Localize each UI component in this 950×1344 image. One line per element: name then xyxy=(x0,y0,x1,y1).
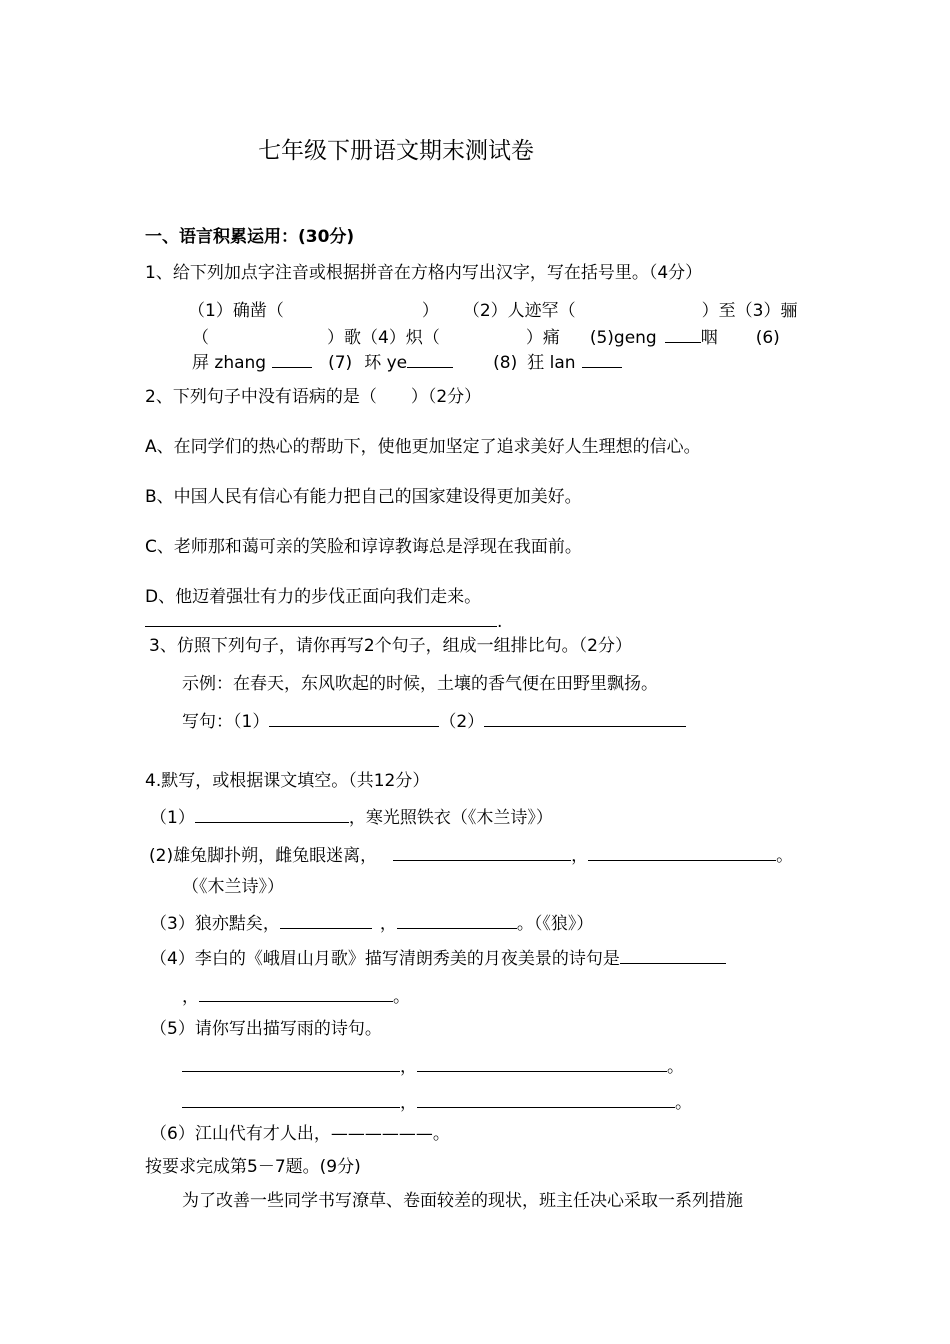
q2-option-d: D、他迈着强壮有力的步伐正面向我们走来。 xyxy=(145,587,482,607)
q4-l4-period: 。 xyxy=(393,987,410,1007)
q1-item5: (5)geng xyxy=(589,328,657,348)
answer-blank[interactable] xyxy=(195,805,349,823)
q4-l1-num: （1） xyxy=(150,808,195,828)
q1-item2-3: ）至（3）骊 xyxy=(701,301,798,321)
q4-line2 xyxy=(149,843,793,867)
q4-l2-period: 。 xyxy=(776,846,794,866)
answer-blank[interactable] xyxy=(280,911,372,929)
q4-l3-comma: ， xyxy=(379,914,397,934)
answer-blank[interactable] xyxy=(407,350,453,368)
q1-item8-num: (8) xyxy=(493,353,518,373)
q1-item6: 屏 zhang xyxy=(192,353,267,373)
q4-l5-period: 。 xyxy=(675,1093,692,1113)
answer-blank[interactable] xyxy=(397,911,517,929)
q1-item1: （1）确凿（ xyxy=(188,301,284,321)
q4-stem: 4.默写，或根据课文填空。（共12分） xyxy=(145,771,430,791)
answer-blank[interactable] xyxy=(199,984,393,1002)
q4-line6: （6）江山代有才人出，——————。 xyxy=(150,1124,450,1144)
q1-stem: 1、给下列加点字注音或根据拼音在方格内写出汉字，写在括号里。（4分） xyxy=(145,263,703,283)
q4-l2-source: （《木兰诗》） xyxy=(182,877,284,897)
answer-blank[interactable] xyxy=(182,1054,400,1072)
answer-blank[interactable] xyxy=(588,843,776,861)
answer-blank[interactable] xyxy=(620,946,726,964)
q1-item8: 狂 lan xyxy=(527,353,576,373)
q2-stem: 2、下列句子中没有语病的是（ ）（2分） xyxy=(145,387,482,407)
divider-rule xyxy=(145,626,497,627)
q4-l4-text: （4）李白的《峨眉山月歌》描写清朗秀美的月夜美景的诗句是 xyxy=(150,949,620,969)
q4-l4-comma: ， xyxy=(182,987,199,1007)
q1-item4: ）歌（4）炽（ xyxy=(327,328,440,348)
q1-item1-close: ） xyxy=(421,301,439,321)
answer-blank[interactable] xyxy=(582,350,622,368)
q57-paragraph: 为了改善一些同学书写潦草、卷面较差的现状，班主任决心采取一系列措施 xyxy=(182,1191,743,1211)
q4-line4 xyxy=(150,946,726,970)
q4-line1 xyxy=(150,805,553,829)
q1-row1 xyxy=(188,300,797,322)
divider-period: . xyxy=(497,612,503,632)
q4-line3 xyxy=(150,911,593,935)
q1-item4-close: ）痛 xyxy=(525,328,560,348)
q1-item7: 环 ye xyxy=(364,353,408,373)
answer-blank[interactable] xyxy=(272,350,312,368)
q4-l5-comma: ， xyxy=(400,1093,417,1113)
q3-write-line xyxy=(182,709,686,733)
q4-l5-period: 。 xyxy=(667,1057,684,1077)
q1-row2 xyxy=(192,325,780,349)
answer-blank[interactable] xyxy=(417,1054,667,1072)
q3-example: 示例：在春天，东风吹起的时候，土壤的香气便在田野里飘扬。 xyxy=(182,674,658,694)
q2-option-c: C、老师那和蔼可亲的笑脸和谆谆教诲总是浮现在我面前。 xyxy=(145,537,582,557)
q2-option-a: A、在同学们的热心的帮助下，使他更加坚定了追求美好人生理想的信心。 xyxy=(145,437,701,457)
q1-item5-char: 咽 xyxy=(700,328,718,348)
q1-row2-open: （ xyxy=(192,328,209,348)
q4-line4-cont xyxy=(182,984,410,1008)
q4-line5-answer2 xyxy=(182,1090,692,1114)
answer-blank[interactable] xyxy=(484,709,686,727)
q2-option-b: B、中国人民有信心有能力把自己的国家建设得更加美好。 xyxy=(145,487,582,507)
q4-l5-comma: ， xyxy=(400,1057,417,1077)
q1-item6-num: (6) xyxy=(755,328,780,348)
q1-item2: （2）人迹罕（ xyxy=(462,301,576,321)
answer-blank[interactable] xyxy=(417,1090,675,1108)
q4-l1-text: ，寒光照铁衣（《木兰诗》） xyxy=(348,808,553,828)
section-heading: 一、语言积累运用：(30分) xyxy=(145,227,355,247)
q1-item7-num: (7) xyxy=(328,353,353,373)
q4-line5: （5）请你写出描写雨的诗句。 xyxy=(150,1019,382,1039)
q3-write-label: 写句：（1） xyxy=(182,712,270,732)
q3-write-2: （2） xyxy=(439,712,485,732)
q57-stem: 按要求完成第5－7题。(9分) xyxy=(145,1157,361,1177)
page-title: 七年级下册语文期末测试卷 xyxy=(258,138,534,164)
q1-row3 xyxy=(192,350,622,374)
q4-l2-comma: ， xyxy=(571,846,589,866)
q3-stem: 3、仿照下列句子，请你再写2个句子，组成一组排比句。（2分） xyxy=(149,636,632,656)
q4-line5-answer1 xyxy=(182,1054,684,1078)
answer-blank[interactable] xyxy=(393,843,571,861)
q4-l3-text: （3）狼亦黠矣， xyxy=(150,914,280,934)
answer-blank[interactable] xyxy=(182,1090,400,1108)
q4-l3-source: 。（《狼》） xyxy=(516,914,594,934)
answer-blank[interactable] xyxy=(269,709,439,727)
answer-blank[interactable] xyxy=(665,325,701,343)
q4-l2-text: (2)雄兔脚扑朔，雌兔眼迷离， xyxy=(149,846,378,866)
